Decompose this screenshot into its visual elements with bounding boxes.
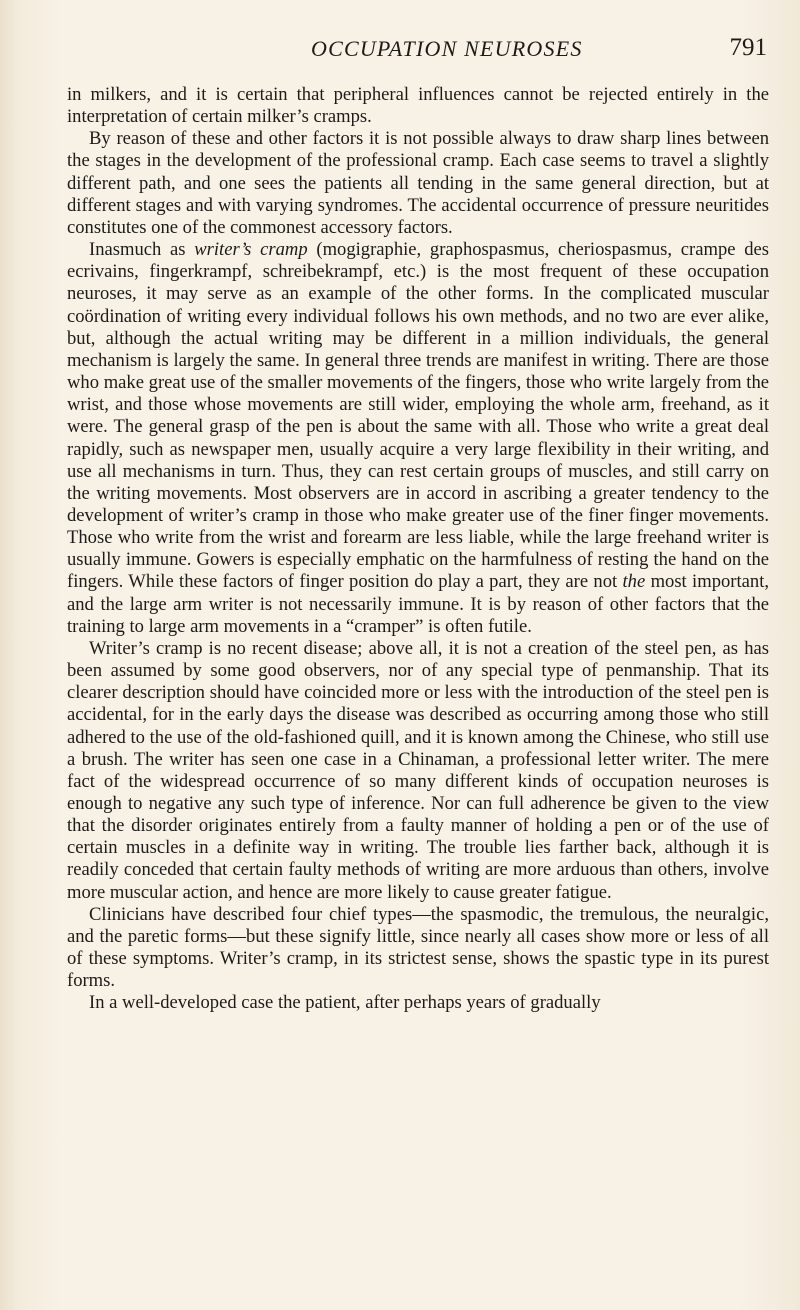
paragraph-well-developed-case	[67, 992, 769, 1014]
paragraph-text: By reason of these and other factors it is not possible always to draw sharp lines between the stages in the development of the professional cramp. Each case seems to travel a slightly different path, and one sees the patients all tending in the same general direction, but at different stages and with varying syndromes. The accidental occurrence of pressure neuritides constitutes one of the commonest accessory factors.	[67, 128, 769, 238]
paragraph-text: in milkers, and it is certain that peripheral influences cannot be rejected entirely in the interpretation of certain milker’s cramps.	[67, 84, 769, 128]
paragraph-text: Writer’s cramp is no recent disease; above all, it is not a creation of the steel pen, as has been assumed by some good observers, nor of any special type of penmanship. That its clearer description should have coincided more or less with the introduction of the steel pen is accidental, for in the early days the disease was described as occurring among those who still adhered to the use of the old-fashioned quill, and it is known among the Chinese, who still use a brush. The writer has seen one case in a Chinaman, a professional letter writer. The mere fact of the widespread occurrence of so many different kinds of occupation neuroses is enough to negative any such type of inference. Nor can full adherence be given to the view that the disorder originates entirely from a faulty manner of holding a pen or of the use of certain muscles in a definite way in writing. The trouble lies farther back, although it is readily conceded that certain faulty methods of writing are more arduous than others, involve more muscular action, and hence are more likely to cause greater fatigue.	[67, 637, 769, 903]
italic-term: writer’s cramp	[194, 239, 308, 261]
paragraph-text: Inasmuch as	[89, 239, 195, 261]
paragraph-text: In a well-developed case the patient, after perhaps years of gradually	[89, 992, 601, 1014]
paragraph-writers-cramp	[67, 239, 769, 638]
paragraph-types	[67, 904, 769, 993]
paragraph-history	[67, 638, 769, 904]
paragraph-stages	[67, 128, 769, 239]
page-header	[67, 34, 767, 64]
running-head: OCCUPATION NEUROSES	[311, 36, 583, 61]
paragraph-text: (mogigraphie, graphospasmus, cheriospasmus, crampe des ecrivains, fingerkrampf, schreibekrampf, etc.) is the most frequent of these occupation neuroses, it may serve as an example of the other forms. In the complicated muscular coördination of writing every individual follows his own methods, and no two are ever alike, but, although the actual writing may be different in a million individuals, the general mechanism is largely the same. In general three trends are manifest in writing. There are those who make great use of the smaller movements of the fingers, those who write largely from the wrist, and those whose movements are still wider, employing the whole arm, freehand, as it were. The general grasp of the pen is about the same with all. Those who write a great deal rapidly, such as newspaper men, usually acquire a very large flexibility in their writing, and use all mechanisms in turn. Thus, they can rest certain groups of muscles, and still carry on the writing movements. Most observers are in accord in ascribing a greater tendency to the development of writer’s cramp in those who make greater use of the finer finger movements. Those who write from the wrist and forearm are less liable, while the large freehand writer is usually immune. Gowers is especially emphatic on the harmfulness of resting the hand on the fingers. While these factors of finger position do play a part, they are not	[67, 239, 770, 593]
paragraph-text: Clinicians have described four chief types—the spasmodic, the tremulous, the neuralgic, and the paretic forms—but these signify little, since nearly all cases show more or less of all of these symptoms. Writer’s cramp, in its strictest sense, shows the spastic type in its purest forms.	[67, 903, 769, 992]
page-number: 791	[729, 34, 767, 61]
paragraph-text: most important, and the large arm writer is not necessarily immune. It is by reason of other factors that the training to large arm movements in a “cramper” is often futile.	[67, 571, 770, 637]
body-text	[67, 84, 769, 1015]
paragraph-continued	[67, 84, 769, 128]
italic-emphasis: the	[622, 571, 646, 593]
